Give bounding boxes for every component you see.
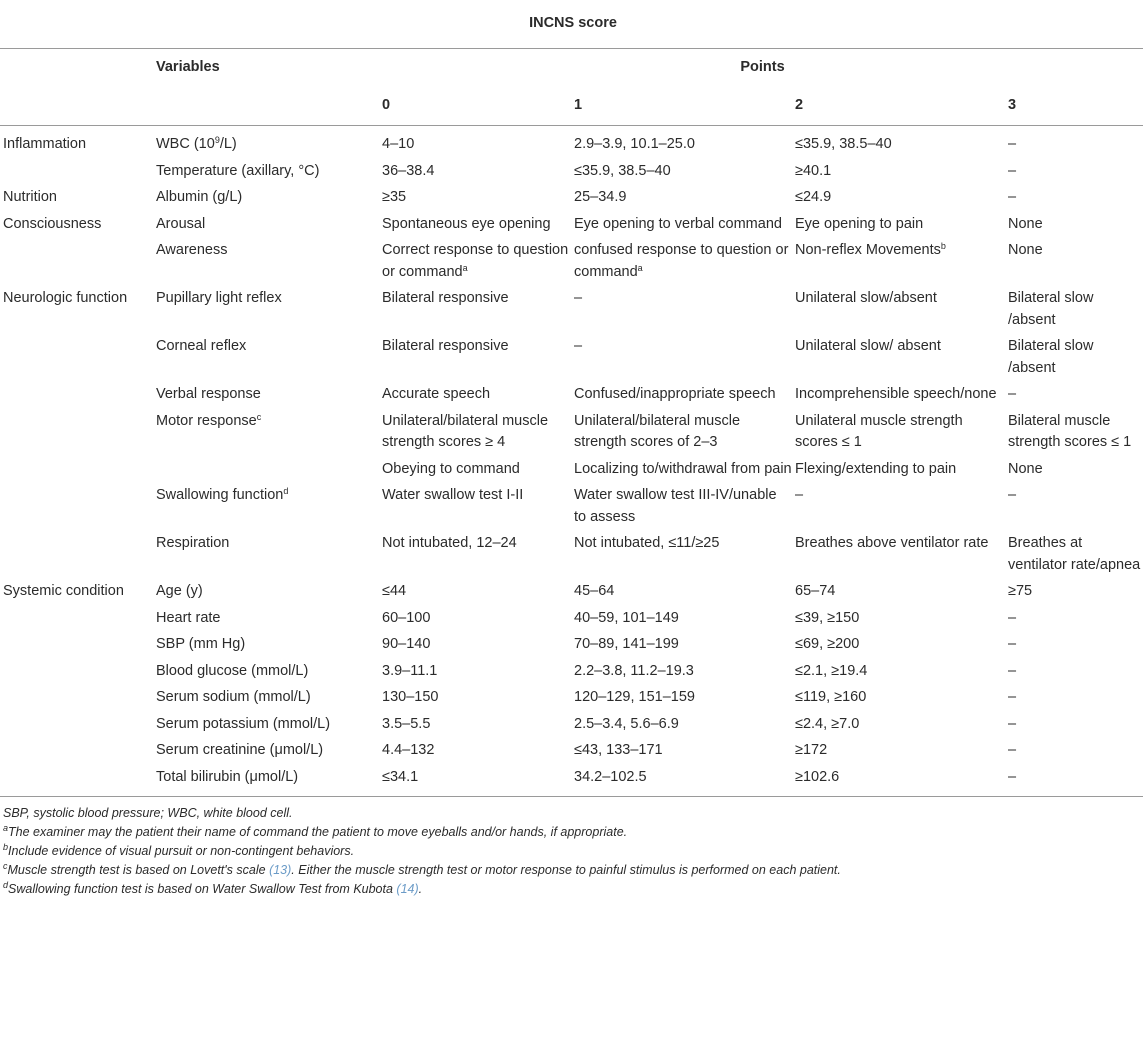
- header-variables: Variables: [156, 59, 220, 76]
- table-row: [0, 608, 1143, 635]
- variable-cell: [144, 240, 379, 288]
- points-2-cell: [792, 608, 1005, 635]
- category-cell: [0, 634, 144, 661]
- points-2-cell: [792, 740, 1005, 767]
- points-value: None: [1008, 215, 1043, 232]
- points-value: Confused/inappropriate speech: [574, 386, 776, 402]
- category-label: Consciousness: [3, 215, 102, 232]
- points-value: Bilateral responsive: [382, 338, 509, 354]
- table-row: [0, 459, 1143, 486]
- points-3-cell: [1005, 214, 1143, 241]
- category-cell: [0, 608, 144, 635]
- table-title: INCNS score: [0, 0, 1143, 49]
- variable-label: Blood glucose (mmol/L): [156, 662, 309, 679]
- table-row: [0, 126, 1143, 161]
- category-cell: [0, 187, 144, 214]
- superscript-mark: a: [462, 262, 468, 273]
- variable-cell: [144, 661, 379, 688]
- variable-label: Arousal: [156, 215, 206, 232]
- points-2-cell: [792, 661, 1005, 688]
- points-1-cell: [571, 581, 792, 608]
- table-row: [0, 581, 1143, 608]
- header-level-2: 2: [792, 87, 1005, 126]
- variable-label: Respiration: [156, 535, 230, 551]
- points-value: ≤69, ≥200: [795, 636, 860, 652]
- variable-cell: [144, 161, 379, 188]
- table-row: [0, 411, 1143, 459]
- category-cell: [0, 161, 144, 188]
- variable-cell: [144, 187, 379, 214]
- header-points: Points: [740, 59, 785, 76]
- points-1-cell: [571, 740, 792, 767]
- points-value: –: [1008, 162, 1017, 179]
- points-3-cell: [1005, 384, 1143, 411]
- points-value: –: [1008, 136, 1017, 152]
- points-2-cell: [792, 634, 1005, 661]
- points-3-cell: [1005, 687, 1143, 714]
- points-2-cell: [792, 336, 1005, 384]
- points-value: Bilateral responsive: [382, 290, 509, 306]
- points-value: Incomprehensible speech/none: [795, 386, 997, 402]
- variable-cell: [144, 214, 379, 241]
- table-row: [0, 485, 1143, 533]
- header-level-3: 3: [1005, 87, 1143, 126]
- footnote-d: [3, 880, 1143, 899]
- variable-cell: [144, 767, 379, 797]
- table-row: [0, 288, 1143, 336]
- reference-link[interactable]: (13): [269, 863, 292, 877]
- variable-cell: [144, 533, 379, 581]
- points-value: 40–59, 101–149: [574, 609, 679, 626]
- footnote-mark: a: [3, 823, 9, 833]
- points-value: 2.5–3.4, 5.6–6.9: [574, 715, 679, 732]
- points-value: Bilateral muscle strength scores ≤ 1: [1008, 412, 1132, 450]
- points-1-cell: [571, 767, 792, 797]
- category-cell: [0, 411, 144, 459]
- footnote-a: [3, 823, 1143, 842]
- category-cell: [0, 581, 144, 608]
- footnote-mark: b: [3, 842, 9, 852]
- footnote-b: [3, 842, 1143, 861]
- points-2-cell: [792, 384, 1005, 411]
- table-row: [0, 714, 1143, 741]
- category-label: Neurologic function: [3, 290, 128, 306]
- variable-cell: [144, 411, 379, 459]
- category-label: Inflammation: [3, 136, 87, 152]
- category-cell: [0, 485, 144, 533]
- points-value: 2.9–3.9, 10.1–25.0: [574, 136, 695, 152]
- points-value: Unilateral/bilateral muscle strength scores ≥ 4: [382, 412, 549, 450]
- points-0-cell: [379, 581, 571, 608]
- variable-label: Serum sodium (mmol/L): [156, 689, 311, 705]
- points-0-cell: [379, 126, 571, 161]
- points-3-cell: [1005, 459, 1143, 486]
- superscript-mark: 9: [214, 135, 220, 145]
- points-value: –: [1008, 715, 1017, 732]
- points-value: –: [1008, 742, 1017, 758]
- points-3-cell: [1005, 740, 1143, 767]
- variable-label: WBC (10: [156, 136, 215, 152]
- points-value: ≤39, ≥150: [795, 609, 860, 626]
- points-value: Water swallow test III-IV/unable to assess: [574, 487, 777, 525]
- category-cell: [0, 214, 144, 241]
- points-value: 130–150: [382, 689, 439, 705]
- category-cell: [0, 533, 144, 581]
- footnote-text: .: [418, 882, 423, 896]
- header-blank: [144, 87, 379, 126]
- points-value: –: [574, 338, 583, 354]
- variable-label: Swallowing function: [156, 487, 284, 503]
- points-1-cell: [571, 485, 792, 533]
- points-2-cell: [792, 459, 1005, 486]
- points-value: Accurate speech: [382, 386, 491, 402]
- points-value: None: [1008, 242, 1043, 258]
- points-2-cell: [792, 485, 1005, 533]
- header-blank: [0, 49, 144, 88]
- variable-label: Pupillary light reflex: [156, 290, 282, 306]
- variable-label: Heart rate: [156, 609, 221, 626]
- points-3-cell: [1005, 161, 1143, 188]
- points-0-cell: [379, 336, 571, 384]
- table-row: [0, 240, 1143, 288]
- points-2-cell: [792, 240, 1005, 288]
- points-0-cell: [379, 661, 571, 688]
- points-3-cell: [1005, 533, 1143, 581]
- variable-cell: [144, 336, 379, 384]
- points-value: –: [1008, 189, 1017, 205]
- points-3-cell: [1005, 485, 1143, 533]
- variable-label: Corneal reflex: [156, 338, 247, 354]
- points-0-cell: [379, 411, 571, 459]
- table-row: [0, 740, 1143, 767]
- table-row: [0, 533, 1143, 581]
- points-value: ≤2.1, ≥19.4: [795, 662, 868, 679]
- variable-label: Total bilirubin (μmol/L): [156, 768, 299, 785]
- superscript-mark: d: [283, 486, 289, 496]
- points-1-cell: [571, 459, 792, 486]
- superscript-mark: a: [637, 262, 643, 273]
- points-1-cell: [571, 687, 792, 714]
- table-row: [0, 661, 1143, 688]
- points-1-cell: [571, 336, 792, 384]
- points-0-cell: [379, 634, 571, 661]
- variable-cell: [144, 714, 379, 741]
- points-value: Not intubated, ≤11/≥25: [574, 535, 720, 551]
- footnote-mark: c: [3, 861, 8, 871]
- variable-label-suffix: /L): [219, 136, 237, 152]
- points-2-cell: [792, 767, 1005, 797]
- table-row: [0, 384, 1143, 411]
- category-cell: [0, 288, 144, 336]
- points-value: –: [1008, 768, 1017, 785]
- variable-cell: [144, 608, 379, 635]
- points-3-cell: [1005, 336, 1143, 384]
- variable-label: Serum creatinine (μmol/L): [156, 742, 324, 758]
- points-value: 45–64: [574, 583, 615, 599]
- points-0-cell: [379, 714, 571, 741]
- table-row: [0, 767, 1143, 797]
- points-1-cell: [571, 288, 792, 336]
- points-2-cell: [792, 187, 1005, 214]
- points-value: Eye opening to verbal command: [574, 215, 782, 232]
- variable-label: Albumin (g/L): [156, 189, 243, 205]
- points-0-cell: [379, 767, 571, 797]
- points-1-cell: [571, 661, 792, 688]
- superscript-mark: b: [940, 241, 946, 251]
- points-value: Non-reflex Movements: [795, 242, 941, 258]
- points-0-cell: [379, 288, 571, 336]
- points-1-cell: [571, 714, 792, 741]
- variable-cell: [144, 634, 379, 661]
- points-2-cell: [792, 288, 1005, 336]
- table-row: [0, 214, 1143, 241]
- points-value: None: [1008, 460, 1043, 477]
- table-row: [0, 687, 1143, 714]
- variable-label: SBP (mm Hg): [156, 636, 246, 652]
- points-0-cell: [379, 533, 571, 581]
- points-3-cell: [1005, 661, 1143, 688]
- points-2-cell: [792, 411, 1005, 459]
- points-value: Spontaneous eye opening: [382, 215, 551, 232]
- points-3-cell: [1005, 411, 1143, 459]
- points-0-cell: [379, 214, 571, 241]
- variable-label: Verbal response: [156, 386, 261, 402]
- table-row: [0, 634, 1143, 661]
- points-0-cell: [379, 459, 571, 486]
- points-value: –: [1008, 662, 1017, 679]
- points-value: ≤43, 133–171: [574, 742, 663, 758]
- points-0-cell: [379, 608, 571, 635]
- points-value: 34.2–102.5: [574, 768, 647, 785]
- points-value: Water swallow test I-II: [382, 487, 524, 503]
- points-value: ≥102.6: [795, 768, 840, 785]
- footnote-text: Include evidence of visual pursuit or non-contingent behaviors.: [8, 844, 355, 858]
- points-value: Localizing to/withdrawal from pain: [574, 460, 792, 477]
- points-value: 36–38.4: [382, 162, 435, 179]
- points-value: Bilateral slow /absent: [1008, 338, 1094, 376]
- reference-link[interactable]: (14): [396, 882, 419, 896]
- points-value: ≤24.9: [795, 189, 832, 205]
- category-cell: [0, 384, 144, 411]
- points-1-cell: [571, 161, 792, 188]
- points-value: –: [1008, 487, 1017, 503]
- points-value: Breathes at ventilator rate/apnea: [1008, 535, 1141, 573]
- points-value: Not intubated, 12–24: [382, 535, 517, 551]
- points-2-cell: [792, 581, 1005, 608]
- footnote-mark: d: [3, 880, 9, 890]
- points-1-cell: [571, 384, 792, 411]
- points-1-cell: [571, 214, 792, 241]
- points-value: 90–140: [382, 636, 431, 652]
- points-0-cell: [379, 240, 571, 288]
- category-label: Systemic condition: [3, 583, 124, 599]
- variable-label: Motor response: [156, 412, 257, 429]
- points-3-cell: [1005, 634, 1143, 661]
- points-value: Correct response to question or command: [382, 242, 569, 280]
- category-label: Nutrition: [3, 189, 57, 205]
- header-level-1: 1: [571, 87, 792, 126]
- points-0-cell: [379, 687, 571, 714]
- points-value: confused response to question or command: [574, 242, 789, 280]
- points-value: Unilateral/bilateral muscle strength scores of 2–3: [574, 412, 741, 450]
- points-value: Obeying to command: [382, 460, 520, 477]
- points-2-cell: [792, 161, 1005, 188]
- points-value: 60–100: [382, 609, 431, 626]
- points-1-cell: [571, 411, 792, 459]
- points-0-cell: [379, 161, 571, 188]
- points-3-cell: [1005, 187, 1143, 214]
- points-3-cell: [1005, 714, 1143, 741]
- table-row: [0, 187, 1143, 214]
- points-value: 2.2–3.8, 11.2–19.3: [574, 662, 694, 679]
- category-cell: [0, 767, 144, 797]
- points-2-cell: [792, 687, 1005, 714]
- points-value: Unilateral muscle strength scores ≤ 1: [795, 412, 963, 450]
- variable-cell: [144, 581, 379, 608]
- points-value: Breathes above ventilator rate: [795, 535, 989, 551]
- points-1-cell: [571, 240, 792, 288]
- points-value: 3.5–5.5: [382, 715, 431, 732]
- category-cell: [0, 240, 144, 288]
- points-value: 4–10: [382, 136, 415, 152]
- table-row: [0, 336, 1143, 384]
- variable-cell: [144, 740, 379, 767]
- variable-cell: [144, 459, 379, 486]
- points-value: ≤119, ≥160: [795, 689, 867, 705]
- points-value: Flexing/extending to pain: [795, 460, 957, 477]
- points-2-cell: [792, 533, 1005, 581]
- points-value: Eye opening to pain: [795, 215, 924, 232]
- points-value: ≥40.1: [795, 162, 832, 179]
- table-row: [0, 161, 1143, 188]
- points-value: ≤44: [382, 583, 407, 599]
- header-level-0: 0: [379, 87, 571, 126]
- superscript-mark: c: [256, 411, 262, 422]
- footnote-c: [3, 861, 1143, 880]
- category-cell: [0, 740, 144, 767]
- points-value: –: [795, 487, 804, 503]
- points-value: –: [1008, 609, 1017, 626]
- points-value: 4.4–132: [382, 742, 435, 758]
- points-value: ≤35.9, 38.5–40: [795, 136, 892, 152]
- points-0-cell: [379, 740, 571, 767]
- footnote-text: . Either the muscle strength test or motor response to painful stimulus is performed on each patient.: [291, 863, 841, 877]
- points-1-cell: [571, 126, 792, 161]
- points-value: 120–129, 151–159: [574, 689, 695, 705]
- footnote-text: Swallowing function test is based on Water Swallow Test from Kubota: [8, 882, 397, 896]
- points-1-cell: [571, 187, 792, 214]
- points-value: 3.9–11.1: [382, 662, 438, 679]
- points-value: Unilateral slow/absent: [795, 290, 937, 306]
- category-cell: [0, 661, 144, 688]
- points-1-cell: [571, 533, 792, 581]
- points-value: Unilateral slow/ absent: [795, 338, 941, 354]
- points-value: –: [574, 290, 583, 306]
- points-value: –: [1008, 386, 1017, 402]
- points-value: ≤2.4, ≥7.0: [795, 715, 860, 732]
- points-2-cell: [792, 714, 1005, 741]
- category-cell: [0, 126, 144, 161]
- points-1-cell: [571, 608, 792, 635]
- points-value: ≥172: [795, 742, 828, 758]
- category-cell: [0, 687, 144, 714]
- variable-label: Awareness: [156, 242, 228, 258]
- points-3-cell: [1005, 240, 1143, 288]
- category-cell: [0, 336, 144, 384]
- variable-cell: [144, 288, 379, 336]
- points-2-cell: [792, 214, 1005, 241]
- points-3-cell: [1005, 581, 1143, 608]
- footnote-text: Muscle strength test is based on Lovett's scale: [7, 863, 270, 877]
- footnote-text: The examiner may the patient their name of command the patient to move eyeballs and/or hands, if appropriate.: [8, 825, 628, 839]
- table-body: [0, 126, 1143, 797]
- points-value: ≤35.9, 38.5–40: [574, 162, 671, 179]
- points-3-cell: [1005, 767, 1143, 797]
- points-value: –: [1008, 636, 1017, 652]
- variable-cell: [144, 485, 379, 533]
- category-cell: [0, 459, 144, 486]
- footnote-abbrev: SBP, systolic blood pressure; WBC, white blood cell.: [3, 806, 293, 820]
- category-cell: [0, 714, 144, 741]
- header-blank: [0, 87, 144, 126]
- points-3-cell: [1005, 288, 1143, 336]
- points-0-cell: [379, 384, 571, 411]
- points-value: ≥75: [1008, 583, 1033, 599]
- points-value: Bilateral slow /absent: [1008, 290, 1094, 328]
- variable-label: Age (y): [156, 583, 203, 599]
- points-value: 25–34.9: [574, 189, 627, 205]
- points-value: 65–74: [795, 583, 836, 599]
- points-0-cell: [379, 485, 571, 533]
- points-2-cell: [792, 126, 1005, 161]
- variable-cell: [144, 126, 379, 161]
- points-1-cell: [571, 634, 792, 661]
- points-3-cell: [1005, 608, 1143, 635]
- variable-label: Temperature (axillary, °C): [156, 162, 320, 179]
- variable-cell: [144, 384, 379, 411]
- points-value: 70–89, 141–199: [574, 636, 679, 652]
- variable-label: Serum potassium (mmol/L): [156, 715, 331, 732]
- points-value: ≥35: [382, 189, 407, 205]
- variable-cell: [144, 687, 379, 714]
- footnotes: [0, 797, 1143, 899]
- points-0-cell: [379, 187, 571, 214]
- points-value: –: [1008, 689, 1017, 705]
- points-value: ≤34.1: [382, 768, 419, 785]
- points-3-cell: [1005, 126, 1143, 161]
